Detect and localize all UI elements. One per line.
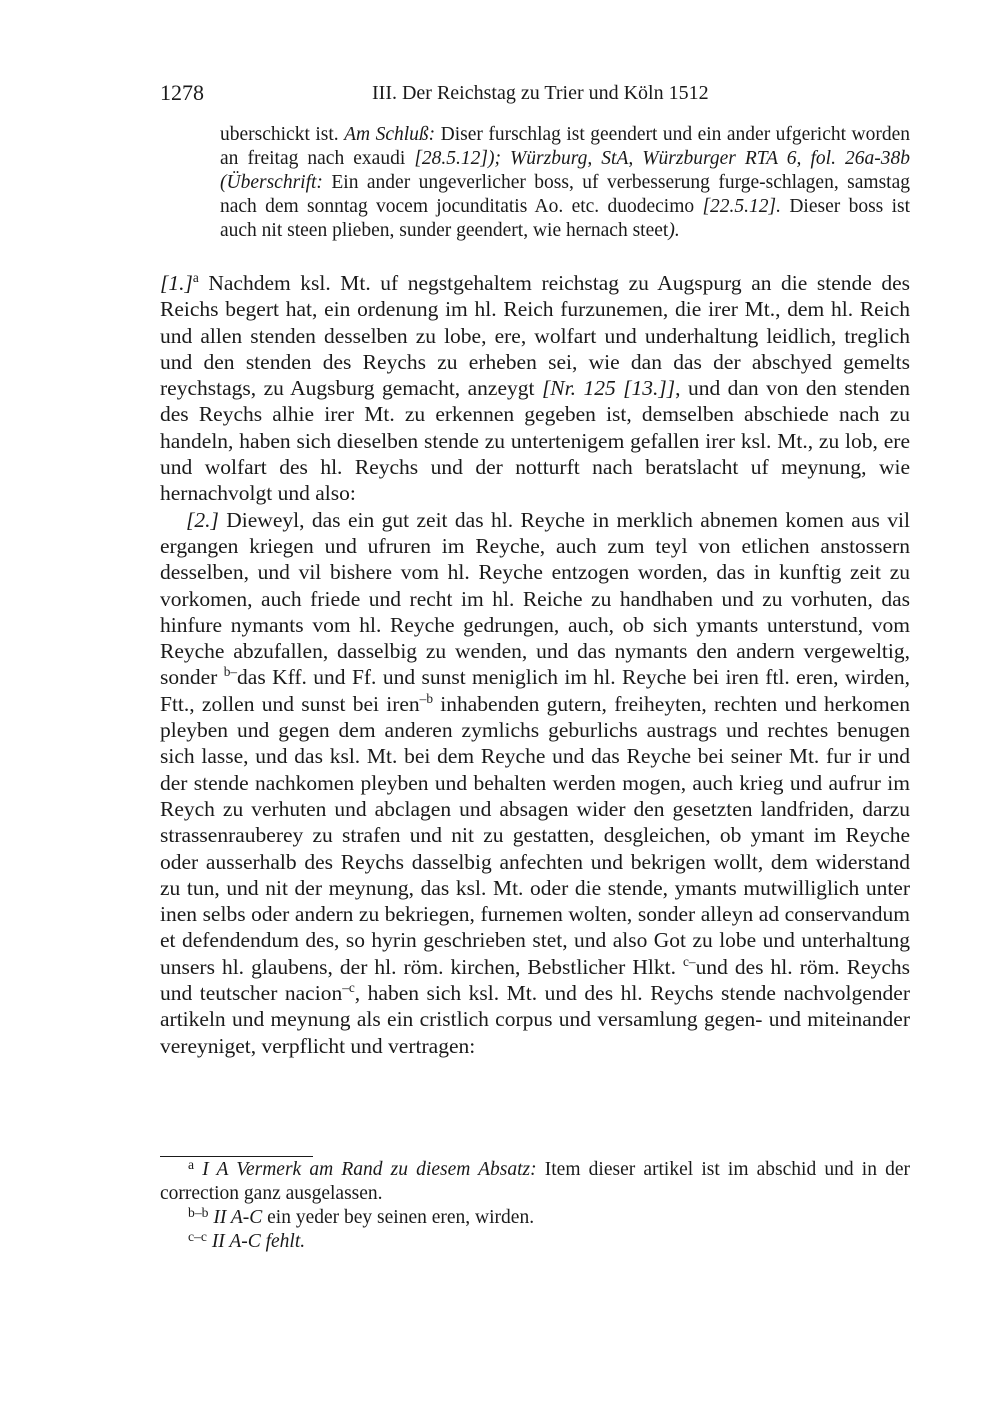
intro-italic: [28.5.12]); Würzburg, StA, Würzburger RTA 6, fol. 26a-38b (Überschrift:: [220, 148, 911, 193]
footnote-mark: c–c: [188, 1228, 207, 1244]
paragraph-1: [160, 270, 910, 507]
intro-text: uberschickt ist.: [220, 124, 345, 145]
footnote-mark: a: [188, 1156, 195, 1172]
paragraph-text: , haben sich ksl. Mt. und des hl. Reychs stende nachvolgender artikeln und meynung als ein cristlich corpus und versamlung gegen- und miteinander vereyniget, verpflicht und vertragen:: [160, 981, 910, 1058]
footnote-italic: II A-C fehlt.: [211, 1231, 306, 1252]
paragraph-text: und des hl. röm. Reychs und teutscher nacion: [160, 954, 910, 1006]
intro-paragraph: [220, 123, 910, 243]
footnote-marker: b–: [223, 664, 238, 680]
footnote-text: ein yeder bey seinen eren, wirden.: [262, 1207, 535, 1228]
intro-text: Ein ander ungeverlicher boss, uf verbesserung furge-schlagen, samstag nach dem sonntag vocem jocunditatis Ao. etc. duodecimo: [220, 172, 910, 217]
footnote-italic: II A-C: [213, 1207, 263, 1228]
running-head: III. Der Reichstag zu Trier und Köln 1512: [372, 82, 709, 104]
intro-italic: ).: [668, 220, 680, 241]
footnote-b: [160, 1206, 910, 1230]
paragraph-number: [1.]: [160, 271, 193, 295]
paragraph-text: Nachdem ksl. Mt. uf negstgehaltem reichstag zu Augspurg an die stende des Reichs begert hat, ein ordenung im hl. Reich furzunemen, die irer Mt., dem hl. Reich und allen stenden desselben zu lobe, ere, wolfart und underhaltung leidlich, treglich und den stenden des Reychs zu erheben sei, wie dan das der abschyed gemelts reychstags, zu Augsburg gemacht, anzeygt: [160, 271, 910, 401]
intro-italic: [22.5.12].: [702, 196, 782, 217]
footnote-text: Item dieser artikel ist im abschid und in der correction ganz ausgelassen.: [160, 1159, 910, 1204]
footnote-mark: b–b: [188, 1204, 209, 1220]
footnote-marker: a: [192, 270, 199, 286]
paragraph-text: Dieweyl, das ein gut zeit das hl. Reyche in merklich abnemen komen aus vil ergangen kriegen und ufruren im Reyche, auch zum teyl von etlichen anstossern desselben, und vil bishere vom hl. Reyche entzogen worden, das in kunftig zeit zu vorkomen, auch friede und recht im hl. Reiche zu handhaben und zu vorhuten, das hinfure nymants vom hl. Reyche gedrungen, auch, ob sich ymants unterstund, vom Reyche abzufallen, dasselbig zu wenden, und das nymants den andern vergeweltig, sonder: [160, 507, 910, 690]
footnote-italic: I A Vermerk am Rand zu diesem Absatz:: [202, 1159, 537, 1180]
footnote-marker: c–: [682, 953, 696, 969]
main-text: [160, 270, 910, 1059]
footnotes: [160, 1158, 910, 1254]
intro-text: Dieser boss ist auch nit steen plieben, sunder geendert, wie hernach steet: [220, 196, 910, 241]
paragraph-text: inhabenden gutern, freiheyten, rechten und herkomen pleyben und gegen dem anderen zymlichs geburlichs austrags und rechtes benugen sich lasse, und das ksl. Mt. bei dem Reyche und das Reyche bei seiner Mt. fur ir und der stende nachkomen pleyben und behalten werden mogen, auch krieg und aufrur im Reych zu verhuten und abclagen und absagen wider den gesetzten landfriden, darzu strassenrauberey zu strafen und nit zu gestatten, desgleichen, ob ymant im Reyche oder ausserhalb des Reychs dasselbig anfechten und bekrigen wollt, dem widerstand zu tun, und nit der meynung, das ksl. Mt. oder die stende, ymants mutwilliglich unter inen selbs oder andern zu bekriegen, furnemen wolten, sonder alleyn ad conservandum et defendendum des, so hyrin geschrieben stet, und also Got zu lobe und unterhaltung unsers hl. glaubens, der hl. röm. kirchen, Bebstlicher Hlkt.: [160, 691, 910, 979]
intro-italic: Am Schluß:: [344, 124, 436, 145]
page-number: 1278: [160, 80, 204, 105]
footnote-marker: –b: [419, 690, 433, 706]
paragraph-number: [2.]: [186, 507, 219, 532]
paragraph-2: [160, 507, 910, 1059]
footnote-marker: –c: [342, 980, 355, 996]
paragraph-text: das Kff. und Ff. und sunst meniglich im hl. Reyche bei iren ftl. eren, wirden, Ftt., zollen und sunst bei iren: [160, 665, 910, 716]
paragraph-text: , und dan von den stenden des Reychs alhie irer Mt. zu erkennen gegeben ist, demselben abschiede nach zu handeln, haben sich dieselben stende zu untertenigem gefallen irer ksl. Mt., zu lob, ere und wolfart des hl. Reychs und der notturft nach beratslacht uf meynung, wie hernachvolgt und also:: [160, 376, 910, 506]
footnote-c: [160, 1230, 910, 1254]
footnote-a: [160, 1158, 910, 1206]
cross-reference: [Nr. 125 [13.]]: [541, 376, 676, 401]
intro-text: Diser furschlag ist geendert und ein ander ufgericht worden an freitag nach exaudi: [220, 124, 910, 169]
footnote-rule: [160, 1156, 313, 1157]
